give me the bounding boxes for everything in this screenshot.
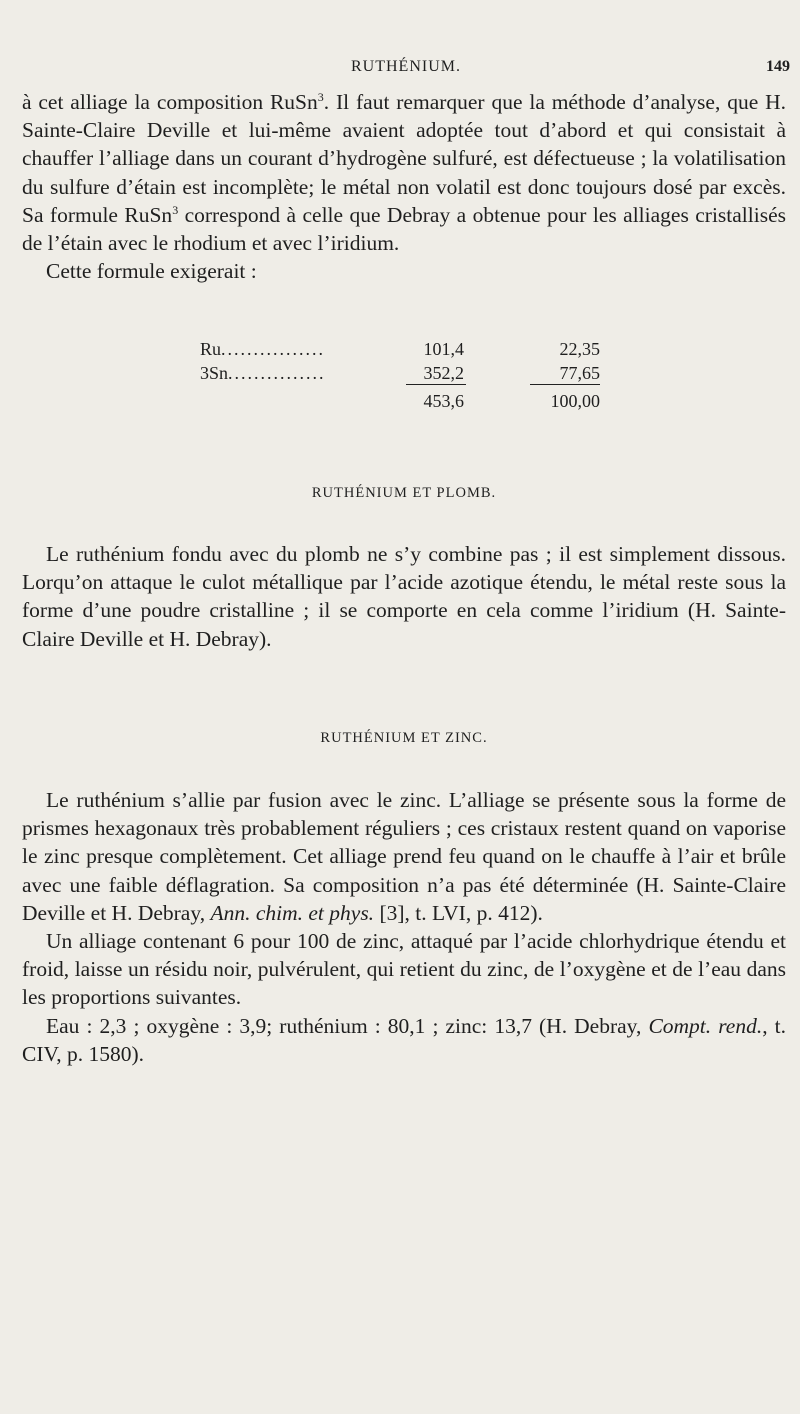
table-row [200,337,620,361]
zinc-section-body [22,786,786,1068]
table-row [200,361,620,385]
running-title: RUTHÉNIUM. [351,58,461,75]
intro-block [22,88,786,285]
row-label: 3Sn [200,363,229,383]
superscript: 3 [172,202,179,217]
intro-text-c: correspond à celle que Debray a obtenue pour les alliages cristallisés de l’étain avec le rhodium et avec l’iridium. [22,202,786,256]
superscript: 3 [317,89,324,104]
formula-intro: Cette formule exigerait : [46,259,257,284]
lead-paragraph: Le ruthénium fondu avec du plomb ne s’y combine pas ; il est simplement dissous. Lorqu’on attaque le culot métallique par l’acide azotique étendu, le métal reste sous la forme d’une poudre cristalline ; il se comporte en cela comme l’iridium (H. Sainte-Claire Deville et H. Debray). [22,542,786,651]
page-number: 149 [766,58,790,75]
leader-dots: ............... [228,363,326,383]
journal-ref: Compt. rend. [648,1013,763,1038]
lead-section-body [22,540,786,653]
total-value: 453,6 [423,391,464,411]
composition-table [200,337,620,413]
section-heading-zinc: RUTHÉNIUM ET ZINC. [320,730,488,746]
row-label: Ru [200,339,222,359]
sum-rule [530,384,600,385]
leader-dots: ................ [221,339,326,359]
section-heading-lead: RUTHÉNIUM ET PLOMB. [311,485,497,501]
intro-paragraph [22,88,786,257]
running-head [22,58,790,82]
zinc-paragraph-1: Le ruthénium s’allie par fusion avec le zinc. L’alliage se présente sous la forme de prismes hexagonaux très probablement réguliers ; ces cristaux restent quand on vaporise le zinc presque complètement. Cet alliage prend feu quand on le chauffe à l’air et brûle avec une faible déflagration. Sa composition n’a pas été déterminée (H. Sainte-Claire Deville et H. Debray, Ann. chim. et phys. [3], t. LVI, p. 412). [22,788,786,925]
total-percent: 100,00 [550,391,600,411]
atomic-value: 101,4 [423,339,464,359]
intro-text-a: à cet alliage la composition RuSn [22,90,318,114]
journal-ref: Ann. chim. et phys. [210,900,375,925]
percent-value: 22,35 [559,339,600,359]
sum-rule [406,384,466,385]
zinc-paragraph-3: Eau : 2,3 ; oxygène : 3,9; ruthénium : 80,1 ; zinc: 13,7 (H. Debray, Compt. rend., t. CIV, p. 1580). [22,1013,786,1066]
atomic-value: 352,2 [423,363,464,383]
zinc-paragraph-2: Un alliage contenant 6 pour 100 de zinc, attaqué par l’acide chlorhydrique étendu et froid, laisse un résidu noir, pulvérulent, qui retient du zinc, de l’oxygène et de l’eau dans les proportions suivantes. [22,929,786,1010]
intro-text-b: . Il faut remarquer que la méthode d’analyse, que H. Sainte-Claire Deville et lui-même avaient adoptée tout d’abord et qui consistait à chauffer l’alliage dans un courant d’hydrogène sulfuré, est défectueuse ; la volatilisation du sulfure d’étain est incomplète; le métal non volatil est donc toujours dosé par excès. Sa formule RuSn [22,90,786,227]
total-row [200,389,620,413]
percent-value: 77,65 [559,363,600,383]
